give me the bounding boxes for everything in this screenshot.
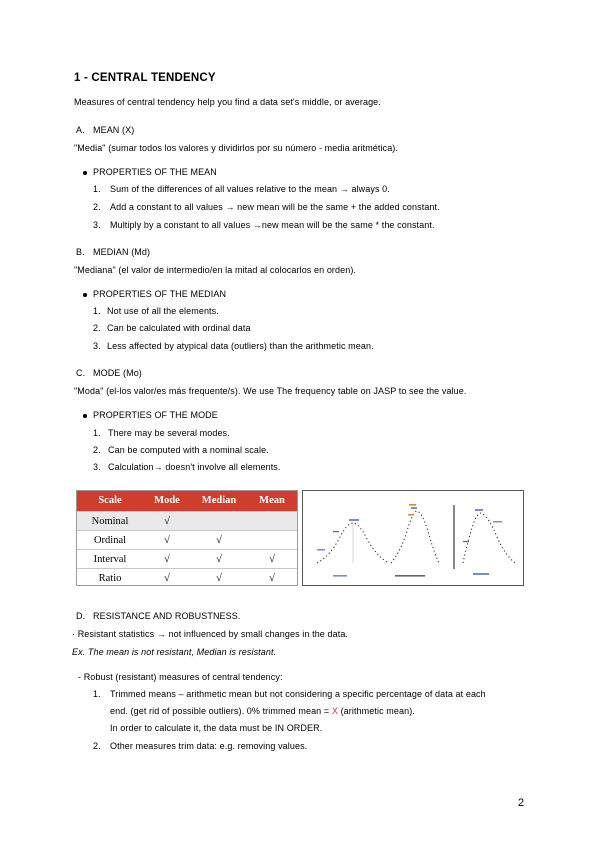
resistant-definition: · Resistant statistics → not influenced by small changes in the data. — [72, 629, 349, 639]
table-row — [77, 549, 297, 568]
table-cell: √ — [269, 573, 275, 584]
table-header-row — [77, 491, 297, 511]
mean-prop-num: 1. — [93, 184, 101, 194]
mean-letter: A. — [76, 125, 85, 135]
median-prop-num: 2. — [93, 323, 101, 333]
resistance-example: Ex. The mean is not resistant, Median is resistant. — [72, 647, 277, 657]
robust-item-text: Other measures trim data: e.g. removing values. — [110, 741, 308, 751]
mode-prop-num: 3. — [93, 462, 101, 472]
intro-text: Measures of central tendency help you find a data set's middle, or average. — [74, 97, 381, 107]
table-row — [77, 568, 297, 585]
table-cell: √ — [216, 535, 222, 546]
bullet-icon — [83, 414, 87, 418]
distribution-curves-image — [303, 491, 523, 585]
table-cell: √ — [216, 554, 222, 565]
mean-prop-text: Multiply by a constant to all values →new mean will be the same * the constant. — [110, 220, 435, 230]
mean-properties-title: PROPERTIES OF THE MEAN — [93, 167, 217, 177]
table-cell: √ — [216, 573, 222, 584]
median-prop-num: 3. — [93, 341, 101, 351]
skew-distribution-figure — [302, 490, 524, 586]
table-header-cell: Scale — [98, 495, 122, 506]
table-header-cell: Mean — [259, 495, 285, 506]
page-number: 2 — [518, 797, 525, 809]
mean-heading: MEAN (X) — [93, 125, 135, 135]
table-header-cell: Median — [201, 495, 237, 506]
table-cell: √ — [164, 516, 170, 527]
table-row — [77, 511, 297, 530]
median-definition: "Mediana" (el valor de intermedio/en la mitad al colocarlos en orden). — [74, 265, 357, 275]
median-prop-text: Less affected by atypical data (outliers) than the arithmetic mean. — [107, 341, 374, 351]
table-cell: √ — [164, 573, 170, 584]
median-prop-num: 1. — [93, 306, 101, 316]
resistance-letter: D. — [76, 611, 86, 621]
mean-prop-num: 3. — [93, 220, 101, 230]
table-cell — [247, 512, 297, 531]
mode-prop-text: Calculation→ doesn't involve all elements. — [108, 462, 281, 472]
bullet-icon — [83, 293, 87, 297]
bullet-icon — [83, 171, 87, 175]
table-header-cell: Mode — [154, 495, 180, 506]
table-cell: √ — [269, 554, 275, 565]
table-cell: Interval — [93, 554, 127, 565]
robust-item-text-line3: In order to calculate it, the data must be IN ORDER. — [110, 723, 323, 733]
robust-item-text-part: end. (get rid of possible outliers). 0% trimmed mean = — [110, 706, 332, 716]
mean-symbol-x: X — [331, 706, 338, 716]
median-prop-text: Can be calculated with ordinal data — [107, 323, 251, 333]
mean-prop-num: 2. — [93, 202, 101, 212]
mode-prop-num: 1. — [93, 428, 101, 438]
mean-prop-text: Add a constant to all values → new mean will be the same + the added constant. — [110, 202, 440, 212]
median-letter: B. — [76, 247, 85, 257]
median-heading: MEDIAN (Md) — [93, 247, 151, 257]
table-cell — [191, 512, 247, 531]
mode-letter: C. — [76, 368, 86, 378]
mode-properties-title: PROPERTIES OF THE MODE — [93, 410, 218, 420]
scale-table — [76, 490, 298, 586]
mode-prop-num: 2. — [93, 445, 101, 455]
mean-prop-text: Sum of the differences of all values relative to the mean → always 0. — [110, 184, 390, 194]
robust-item-num: 1. — [93, 689, 101, 699]
mode-prop-text: Can be computed with a nominal scale. — [108, 445, 269, 455]
robust-item-text: Trimmed means – arithmetic mean but not considering a specific percentage of data at each — [110, 689, 486, 699]
table-cell: √ — [164, 554, 170, 565]
table-cell: √ — [164, 535, 170, 546]
table-row — [77, 530, 297, 549]
robust-item-text-part: (arithmetic mean). — [337, 706, 415, 716]
table-cell: Ratio — [98, 573, 122, 584]
mode-prop-text: There may be several modes. — [108, 428, 230, 438]
mode-definition: "Moda" (el-los valor/es más frequente/s). We use The frequency table on JASP to see the value. — [74, 386, 467, 396]
median-prop-text: Not use of all the elements. — [107, 306, 219, 316]
mode-heading: MODE (Mo) — [93, 368, 142, 378]
table-cell — [247, 531, 297, 550]
robust-item-text-line2 — [110, 706, 415, 717]
robust-item-num: 2. — [93, 741, 101, 751]
table-cell: Nominal — [91, 516, 129, 527]
resistance-heading: RESISTANCE AND ROBUSTNESS. — [93, 611, 241, 621]
mean-definition: "Media" (sumar todos los valores y dividirlos por su número - media aritmética). — [74, 143, 399, 153]
median-properties-title: PROPERTIES OF THE MEDIAN — [93, 289, 227, 299]
table-cell: Ordinal — [93, 535, 127, 546]
robust-title: - Robust (resistant) measures of central tendency: — [78, 672, 283, 682]
page-title: 1 - CENTRAL TENDENCY — [74, 72, 216, 84]
